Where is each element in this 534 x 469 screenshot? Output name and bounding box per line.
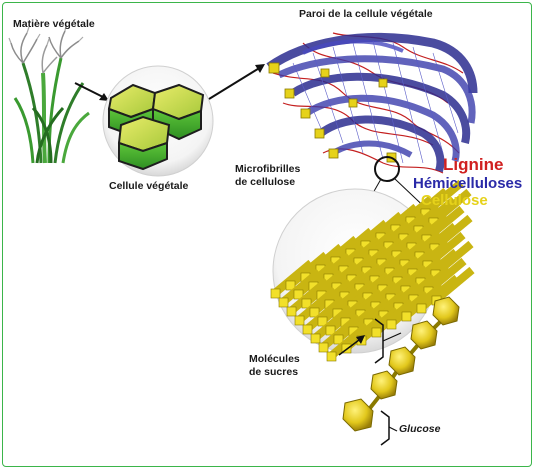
microfibril-end [417, 304, 426, 313]
cell-wall-illustration [269, 33, 473, 173]
plant-illustration [9, 25, 89, 163]
legend-cellulose: Cellulose [421, 192, 488, 209]
microfibril-end [303, 325, 312, 334]
microfibril-end [271, 289, 280, 298]
figure-frame [2, 2, 532, 467]
microfibril-end [402, 312, 411, 321]
label-sugar-molecules-line2: de sucres [249, 366, 299, 378]
arrow-cell-to-wall [209, 67, 261, 99]
label-glucose: Glucose [399, 423, 441, 435]
legend-lignin: Lignine [443, 155, 504, 174]
label-plant-matter: Matière végétale [13, 18, 95, 30]
microfibril-end [311, 334, 320, 343]
label-plant-cell: Cellule végétale [109, 180, 189, 192]
microfibril-end [295, 316, 304, 325]
microfibril-end [327, 352, 336, 361]
label-cell-wall: Paroi de la cellule végétale [299, 8, 433, 20]
label-microfibrils-line2: de cellulose [235, 176, 296, 188]
microfibril-end [319, 343, 328, 352]
microfibril-end [372, 328, 381, 337]
microfibril-end [387, 320, 396, 329]
label-microfibrils [235, 163, 300, 189]
microfibril-end [279, 298, 288, 307]
bracket-glucose [381, 411, 389, 445]
legend-hemicelluloses: Hémicelluloses [413, 175, 523, 192]
label-sugar-molecules-line1: Molécules [249, 353, 300, 365]
label-sugar-molecules [249, 353, 300, 379]
microfibril-end [287, 307, 296, 316]
label-microfibrils-line1: Microfibrilles [235, 163, 301, 175]
illustration-canvas [3, 3, 532, 467]
